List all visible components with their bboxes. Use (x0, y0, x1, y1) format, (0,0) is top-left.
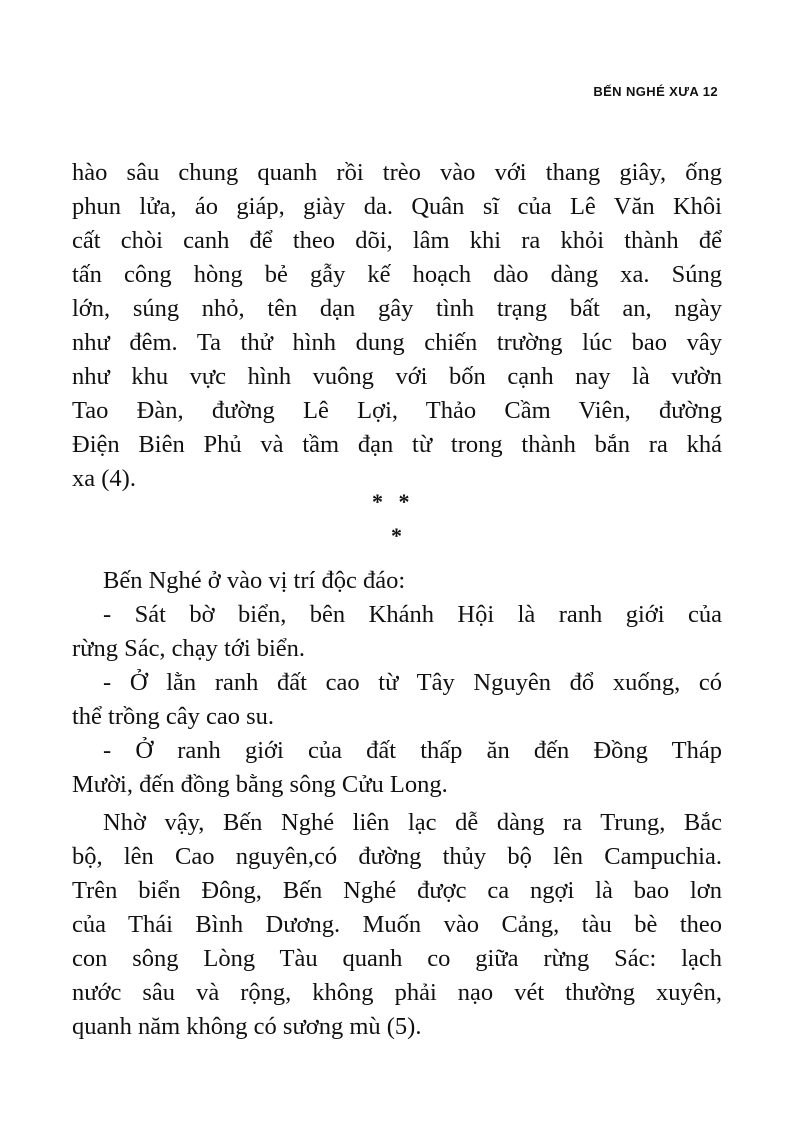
text-line: - Ở ranh giới của đất thấp ăn đến Đồng Tháp (103, 737, 722, 764)
text-line: con sông Lòng Tàu quanh co giữa rừng Sác: lạch (72, 945, 722, 972)
text-line: như đêm. Ta thử hình dung chiến trường lúc bao vây (72, 329, 722, 356)
text-line: bộ, lên Cao nguyên,có đường thủy bộ lên Campuchia. (72, 843, 722, 870)
text-line: quanh năm không có sương mù (5). (72, 1013, 422, 1040)
text-line: thể trồng cây cao su. (72, 703, 275, 730)
text-line: Bến Nghé ở vào vị trí độc đáo: (103, 567, 406, 594)
text-line: - Ở lằn ranh đất cao từ Tây Nguyên đổ xuống, có (103, 669, 722, 696)
text-line: rừng Sác, chạy tới biển. (72, 635, 306, 662)
text-line: của Thái Bình Dương. Muốn vào Cảng, tàu bè theo (72, 911, 722, 938)
text-line: hào sâu chung quanh rồi trèo vào với thang giây, ống (72, 159, 722, 186)
text-line: Mười, đến đồng bằng sông Cửu Long. (72, 771, 448, 798)
text-line: như khu vực hình vuông với bốn cạnh nay là vườn (72, 363, 722, 390)
text-line: Trên biển Đông, Bến Nghé được ca ngợi là bao lơn (72, 877, 722, 904)
text-line: Điện Biên Phủ và tầm đạn từ trong thành bắn ra khá (72, 431, 722, 458)
text-line: phun lửa, áo giáp, giày da. Quân sĩ của Lê Văn Khôi (72, 193, 722, 220)
text-line: tấn công hòng bẻ gẫy kế hoạch dào dàng xa. Súng (72, 261, 722, 288)
text-line: nước sâu và rộng, không phải nạo vét thường xuyên, (72, 979, 722, 1006)
running-header: BẾN NGHÉ XƯA 12 (593, 84, 718, 99)
text-line: Nhờ vậy, Bến Nghé liên lạc dễ dàng ra Trung, Bắc (103, 809, 722, 836)
text-line: - Sát bờ biển, bên Khánh Hội là ranh giới của (103, 601, 722, 628)
text-line: xa (4). (72, 465, 136, 492)
text-line: lớn, súng nhỏ, tên dạn gây tình trạng bất an, ngày (72, 295, 722, 322)
section-separator-top: * * (372, 489, 410, 514)
text-line: Tao Đàn, đường Lê Lợi, Thảo Cầm Viên, đường (72, 397, 722, 424)
text-line: cất chòi canh để theo dõi, lâm khi ra khỏi thành để (72, 227, 722, 254)
section-separator-bottom: * (391, 523, 402, 548)
